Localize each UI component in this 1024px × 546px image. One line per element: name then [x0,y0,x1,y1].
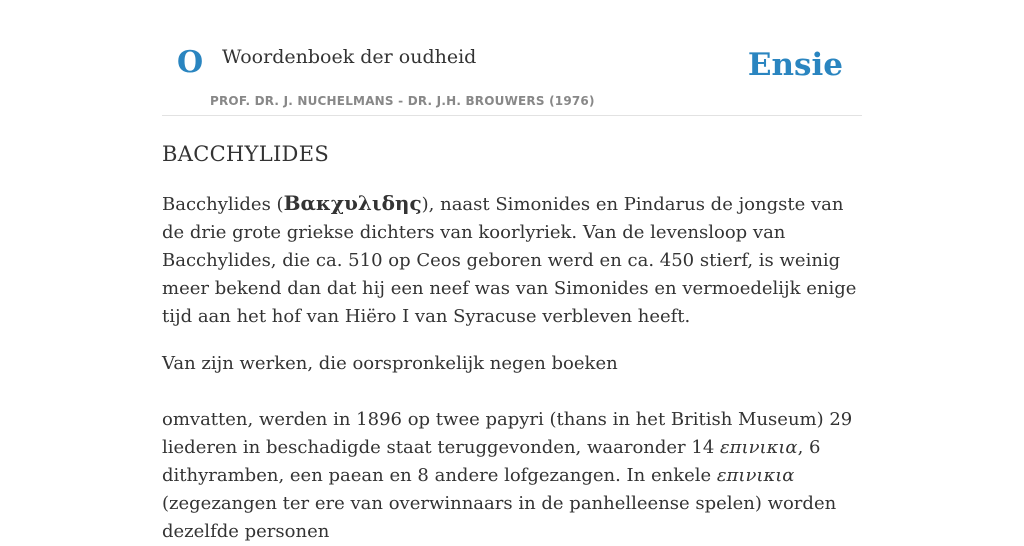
p3-text-c: (zegezangen ter ere van overwinnaars in de panhelleense spelen) worden dezelfde personen [162,493,837,543]
p1-text-a: Bacchylides ( [162,194,284,216]
entry-title: BACCHYLIDES [162,142,330,166]
paragraph-2: Van zijn werken, die oorspronkelijk negen boeken [162,353,618,375]
greek-name: Βακχυλιδης [283,191,422,216]
paragraph-3 [162,406,862,546]
p1-text-b: ), naast Simonides en Pindarus de jongste van de drie grote griekse dichters van koorlyriek. Van de levensloop van Bacchylides, die ca. 510 op Ceos geboren werd en ca. 450 stierf, is weinig meer bekend dan dat hij een neef was van Simonides en vermoedelijk enige tijd aan het hof van Hiëro I van Syracuse verbleven heeft. [162,194,857,328]
authors-line: PROF. DR. J. NUCHELMANS - DR. J.H. BROUWERS (1976) [210,94,595,108]
p3-text-a: omvatten, werden in 1896 op twee papyri (thans in het British Museum) 29 liederen in beschadigde staat teruggevonden, waaronder 14 [162,409,853,459]
header [162,0,862,116]
book-title-link[interactable]: Woordenboek der oudheid [222,46,477,68]
greek-term-1: επινικια [720,437,798,459]
p3-text-b: , 6 dithyramben, een paean en 8 andere lofgezangen. In enkele [162,437,821,487]
paragraph-1 [162,189,862,331]
greek-term-2: επινικια [716,465,795,487]
ensie-logo-link[interactable]: Ensie [747,47,843,83]
page [162,0,862,546]
logo-letter: O [177,45,204,80]
